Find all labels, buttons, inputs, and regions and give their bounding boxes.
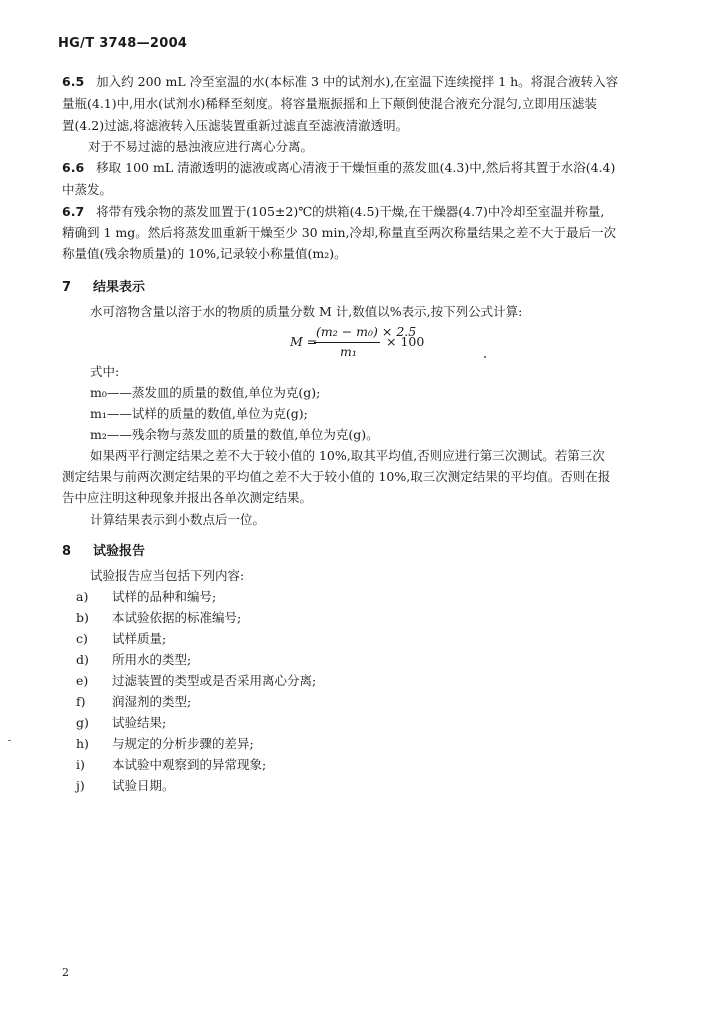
rounding-note: 计算结果表示到小数点后一位。 xyxy=(90,512,266,527)
list-item: e) 过滤装置的类型或是否采用离心分离; xyxy=(76,673,317,688)
list-item: i) 本试验中观察到的异常现象; xyxy=(76,757,267,772)
clause-6-5-line-1: 6.5 加入约 200 mL 冷至室温的水(本标准 3 中的试剂水),在室温下连续搅拌 1 h。将混合液转入容 xyxy=(62,74,619,89)
clause-number: 6.7 xyxy=(62,204,85,219)
clause-6-7-line-2: 精确到 1 mg。然后将蒸发皿重新干燥至少 30 min,冷却,称量直至两次称量结果之差不大于最后一次 xyxy=(62,225,616,240)
clause-6-7-line-3: 称量值(残余物质量)的 10%,记录较小称量值(m₂)。 xyxy=(62,246,347,261)
rule-line-3: 告中应注明这种现象并报出各单次测定结果。 xyxy=(62,490,313,505)
fraction-bar xyxy=(314,342,380,343)
section-8-heading: 8 试验报告 xyxy=(62,544,146,559)
list-item: d) 所用水的类型; xyxy=(76,652,192,667)
formula xyxy=(290,322,470,362)
rule-line-2: 测定结果与前两次测定结果的平均值之差不大于较小值的 10%,取三次测定结果的平均值。否则在报 xyxy=(62,469,611,484)
section-7-intro: 水可溶物含量以溶于水的物质的质量分数 M 计,数值以%表示,按下列公式计算: xyxy=(90,304,523,319)
variable-m1: m₁——试样的质量的数值,单位为克(g); xyxy=(90,406,308,421)
list-item: a) 试样的品种和编号; xyxy=(76,589,217,604)
variable-m2: m₂——残余物与蒸发皿的质量的数值,单位为克(g)。 xyxy=(90,427,379,442)
clause-6-5-line-2: 量瓶(4.1)中,用水(试剂水)稀释至刻度。将容量瓶振摇和上下颠倒使混合液充分混匀,立即用压滤装 xyxy=(62,96,597,111)
where-label: 式中: xyxy=(90,364,120,379)
list-item: b) 本试验依据的标准编号; xyxy=(76,610,242,625)
clause-6-7-line-1: 6.7 将带有残余物的蒸发皿置于(105±2)℃的烘箱(4.5)干燥,在干燥器(4.7)中冷却至室温并称量, xyxy=(62,204,605,219)
list-item: g) 试验结果; xyxy=(76,715,167,730)
variable-m0: m₀——蒸发皿的质量的数值,单位为克(g); xyxy=(90,385,321,400)
clause-6-6-line-1: 6.6 移取 100 mL 清澈透明的滤液或离心清液于干燥恒重的蒸发皿(4.3)中,然后将其置于水浴(4.4) xyxy=(62,160,616,175)
standard-code-header: HG/T 3748—2004 xyxy=(58,36,188,51)
clause-number: 6.5 xyxy=(62,74,85,89)
section-8-intro: 试验报告应当包括下列内容: xyxy=(90,568,245,583)
section-7-heading: 7 结果表示 xyxy=(62,280,146,295)
list-item: j) 试验日期。 xyxy=(76,778,175,793)
list-item: f) 润湿剂的类型; xyxy=(76,694,192,709)
rule-line-1: 如果两平行测定结果之差不大于较小值的 10%,取其平均值,否则应进行第三次测试。若第三次 xyxy=(90,448,605,463)
scan-speck xyxy=(484,356,486,358)
list-item: c) 试样质量; xyxy=(76,631,167,646)
scan-speck xyxy=(8,740,11,741)
page-number: 2 xyxy=(62,966,69,979)
formula-denominator: m₁ xyxy=(340,344,357,359)
clause-6-6-line-2: 中蒸发。 xyxy=(62,182,113,197)
clause-number: 6.6 xyxy=(62,160,85,175)
list-item: h) 与规定的分析步骤的差异; xyxy=(76,736,254,751)
formula-lhs: M = xyxy=(290,334,318,349)
formula-rhs: × 100 xyxy=(386,334,425,349)
formula-numerator: (m₂ − m₀) × 2.5 xyxy=(316,324,417,339)
clause-6-5-line-4: 对于不易过滤的悬浊液应进行离心分离。 xyxy=(88,139,314,154)
clause-6-5-line-3: 置(4.2)过滤,将滤液转入压滤装置重新过滤直至滤液清澈透明。 xyxy=(62,118,409,133)
